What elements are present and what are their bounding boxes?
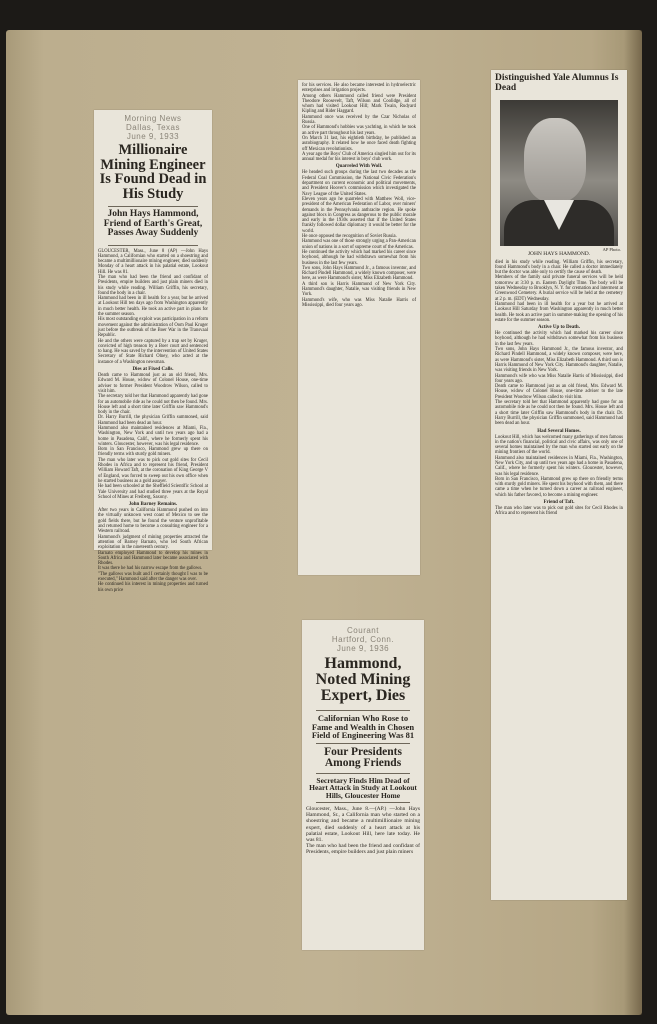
scrapbook-page xyxy=(6,30,642,1015)
headline: Hammond, Noted Mining Expert, Dies xyxy=(315,655,411,704)
section-head: Had Several Homes. xyxy=(537,428,581,434)
subheadline: John Hays Hammond, Friend of Earth's Great, Passes Away Suddenly xyxy=(103,209,203,238)
divider xyxy=(316,710,410,711)
divider xyxy=(108,245,198,246)
article-body: Death came to Hammond just as an old friend, Mrs. Edward M. House, widow of Colonel House, one-time adviser to former President Woodrow Wilson, called to visit him. The secretary told her that Hammond apparently had gone for an automobile ride as he could not then be found. Mrs. House left and a short time later Griffin saw Hammond's body in the chair. Dr. Harry Burrill, the physician Griffin summoned, said Hammond had been dead an hour. Hammond also maintained residences at Miami, Fla., Washington, New York and until two years ago had a home in Pasadena, Calif., where he formerly spent his winters. Gloucester, however, was his legal residence. Born in San Francisco, Hammond grew up there on friendly terms with sturdy gold miners. The man who later was to pick out gold sites for Cecil Rhodes in Africa and to represent his friend, President William Howard Taft, at the coronation of King George V of England, was forced to sweep out his own office when he started business as a gold assayer. He had been schooled at the Sheffield Scientific School at Yale University and had studied three years at the Royal School of Mines at Freiberg, Saxony. xyxy=(98,373,208,500)
article-body: Lookout Hill, which has welcomed many gatherings of men famous in the nation's financial, political and civic affairs, was only one of several homes maintained by the man who started out early on the mining frontiers of the world. Hammond also maintained residences in Miami, Fla., Washington, New York City, and up until two years ago had a home in Pasadena, Calif., where he formerly spent his winters. Gloucester, however, was his legal residence. Born in San Francisco, Hammond grew up there on friendly terms with sturdy gold miners. He spent his boyhood with them, and there came a time when he turned down a career as railroad engineer, which his father favored, to become a mining engineer. xyxy=(495,434,623,498)
divider xyxy=(316,743,410,744)
headline: Distinguished Yale Alumnus Is Dead xyxy=(495,73,619,93)
section-head: John Barney Remains. xyxy=(128,502,178,508)
divider xyxy=(108,206,198,207)
article-body: GLOUCESTER, Mass., June 8 (AP) —John Hays Hammond, a Californian who started on a shoestring and became a multimillionaire mining engineer, died suddenly Monday of a heart attack in his palatial estate, Lookout Hill. He was 81. The man who had been the friend and confidant of Presidents, empire builders and just plain miners died in his study while reading. William Griffin, his secretary, found the body in a chair. Hammond had been in ill health for a year, but he arrived at Lookout Hill ten days ago from Washington apparently in much better health. He took an active part in plans for the summer season. His most outstanding exploit was participation in a reform movement against the administration of Oom Paul Kruger just before the outbreak of the Boer War in the Transvaal Republic. He and the others were captured by a trap set by Kruger, convicted of high treason by a Boer court and sentenced to hang. He was saved by the intervention of United States Secretary of State Richard Olney, who acted at the instance of a Washington newsman. xyxy=(98,248,209,365)
article-body: He headed such groups during the last two decades as the Federal Coal Commission, the National Civic Federation's department on current economic and political movements, and President Hoover's commission which investigated the Navy League of the United States. Eleven years ago he quarreled with Matthew Woll, vice-president of the American Federation of Labor, over miners' demands in the Pennsylvania anthracite region. He spoke against blocs in Congress as dangerous to the public morale and early in the 1930s asserted that if the United States frankly followed dollar diplomacy it would be better for the world. He once opposed the recognition of Soviet Russia. Hammond was one of those strongly urging a Pan-American union of nations in a sort of supreme court of the Americas. He continued the activity which had marked his career since boyhood, although he had withdrawn somewhat from his business in the last few years. Two sons, John Hays Hammond Jr., a famous inventor, and Richard Pindell Hammond, a widely known composer, were here, as were Hammond's sister, Miss Elizabeth Hammond. A third son is Harris Hammond of New York City. Hammond's daughter, Natalie, was visiting friends in New York. Hammond's wife, who was Miss Natalie Harris of Mississippi, died four years ago. xyxy=(302,170,416,308)
article-body: The man who later was to pick out gold sites for Cecil Rhodes in Africa and to represent his friend xyxy=(495,506,623,517)
article-body: died in his study while reading. William Griffin, his secretary, found Hammond's body in a chair. He called a doctor immediately but the doctor was able only to certify the cause of death. Members of the family said private funeral services will be held tomorrow at 3:30 p. m. Eastern Daylight Time. The body will be taken Wednesday to Brooklyn, N. Y. for cremation and interment at Greenwood Cemetery. A burial service will be held at the cemetery at 2 p. m. (EDT) Wednesday. Hammond had been in ill health for a year but he arrived at Lookout Hill Saturday from Washington apparently in much better health. He took an active part in summer-making the opening of his estate for the summer season. xyxy=(495,259,623,323)
divider xyxy=(316,802,410,803)
photo-caption: JOHN HAYS HAMMOND. xyxy=(527,251,591,258)
section-head: Friend of Taft. xyxy=(543,500,575,506)
date-stamp: Courant Hartford, Conn. June 9, 1936 xyxy=(331,626,395,653)
section-head: Active Up to Death. xyxy=(538,325,580,331)
article-body: After two years in California Hammond pushed on into the virtually unknown west coast of Mexico to see the gold fields there, but he found the venture unprofitable and returned home to become a consulting engineer for a Western railroad. Hammond's judgment of mining properties attracted the attention of Barney Barnato, who led South African exploitation in the nineteenth century. Barnato employed Hammond to develop his mines in South Africa and Hammond later became associated with Rhodes. It was there he had his narrow escape from the gallows. "The gallows was built and I certainly thought I was to be executed," Hammond said after the danger was over. He continued his interest in mining properties and turned his own price xyxy=(98,508,208,593)
article-body: Gloucester, Mass., June 8.—(AP.) —John Hays Hammond, Sr., a California man who started on a shoestring and became a multimillionaire mining expert, died suddenly of a heart attack at his palatial estate, Lookout Hill, here late today. He was 81. The man who had been the friend and confidant of Presidents, empire builders and just plain miners xyxy=(306,806,420,856)
article-body: for his services. He also became interested in hydroelectric enterprises and irrigation projects. Among others Hammond called friend were President Theodore Roosevelt, Taft, Wilson and Coolidge, all of whom had visited Lookout Hill; Mark Twain, Rudyard Kipling and Rider Haggard. Hammond once was received by the Czar Nicholas of Russia. One of Hammond's hobbies was yachting, in which he took an active part throughout his last years. On March 31 last, his eightieth birthday, he published an autobiography. It related how he once faced death fighting off Mexican revolutionists. A year ago the Boys' Club of America singled him out for its annual medal for his interest in boys' club work. xyxy=(302,83,416,163)
section-head: Dies at Fixed Calls. xyxy=(132,367,174,373)
section-head: Quarreled With Woll. xyxy=(335,164,383,170)
date-stamp: Morning News Dallas, Texas June 9, 1933 xyxy=(124,114,182,141)
deck: Secretary Finds Him Dead of Heart Attack in Study at Lookout Hills, Gloucester Home xyxy=(309,775,417,800)
headline: Millionaire Mining Engineer Is Found Dead in His Study xyxy=(99,142,207,202)
clipping-yale-alumnus xyxy=(491,70,627,900)
clipping-dallas-morning-news xyxy=(94,110,212,593)
clipping-hartford-courant xyxy=(302,620,424,950)
deck: Californian Who Rose to Fame and Wealth in Chosen Field of Engineering Was 81 xyxy=(311,713,415,740)
portrait-photo xyxy=(500,100,618,246)
photo-credit: AP Photo. xyxy=(602,247,621,252)
clipping-continued xyxy=(298,80,420,575)
divider xyxy=(316,773,410,774)
face-shape xyxy=(524,118,586,202)
article-body: He continued the activity which had marked his career since boyhood, although he had withdrawn somewhat from his business in the last few years. Two sons, John Hays Hammond Jr., the famous inventor, and Richard Pindell Hammond, a widely known composer, were here, as were Hammond's sister, Miss Elizabeth Hammond. A third son is Harris Hammond of New York City. Hammond's daughter, Natalie, was visiting friends in New York. Hammond's wife who was Miss Natalie Harris of Mississippi, died four years ago. Death came to Hammond just as an old friend, Mrs. Edward M. House, widow of Colonel House, one-time adviser to the late President Woodrow Wilson called to visit him. The secretary told her that Hammond apparently had gone for an automobile ride as he could not then be found. Mrs. House left and a short time later Griffin saw Hammond's body in the chair. Dr. Harry Burrill, the physician Griffin summoned, said Hammond had been dead an hour. xyxy=(495,331,623,427)
deck: Four Presidents Among Friends xyxy=(324,745,402,769)
